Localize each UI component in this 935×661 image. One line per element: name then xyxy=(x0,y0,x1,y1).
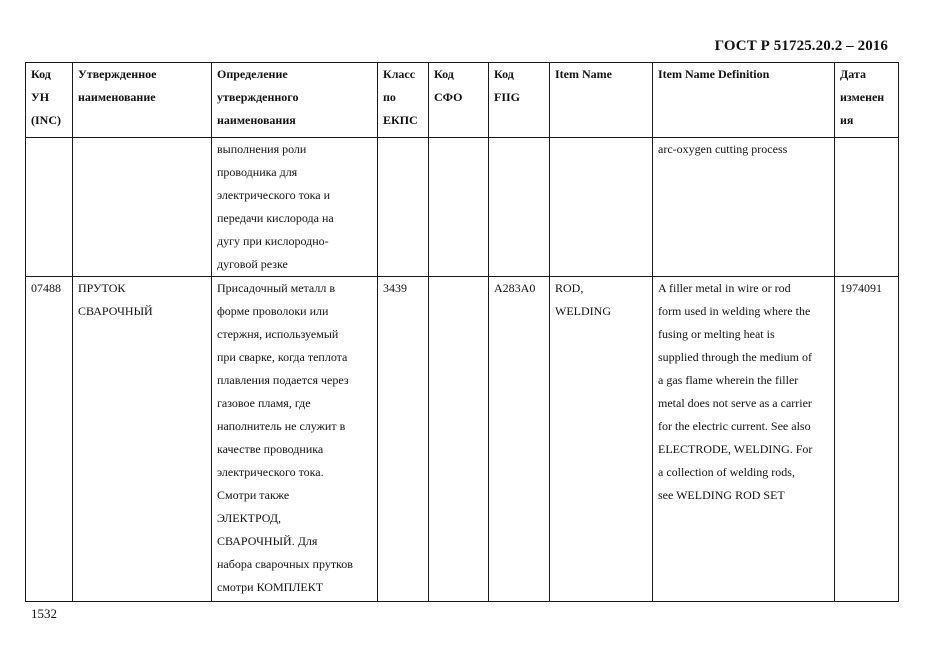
table-row xyxy=(26,138,899,277)
table-row xyxy=(26,277,899,602)
page-number: 1532 xyxy=(31,606,57,621)
cell-sfo-code xyxy=(429,277,489,602)
cell-ekps-class xyxy=(378,138,429,277)
table-header-row xyxy=(26,63,899,138)
cell-item-name: ROD, WELDING xyxy=(550,277,653,602)
standard-designation: ГОСТ Р 51725.20.2 – 2016 xyxy=(714,38,888,54)
col-header-item-name-definition: Item Name Definition xyxy=(653,63,835,138)
col-header-change-date: Дата изменен ия xyxy=(835,63,899,138)
col-header-item-name: Item Name xyxy=(550,63,653,138)
cell-approved-name xyxy=(73,138,212,277)
catalog-table xyxy=(25,62,899,602)
cell-item-name-definition: A filler metal in wire or rod form used in welding where the fusing or melting heat is supplied through the medium of a gas flame wherein the filler metal does not serve as a carrier for the electric current. See also ELECTRODE, WELDING. For a collection of welding rods, see WELDING ROD SET xyxy=(653,277,835,602)
cell-change-date xyxy=(835,138,899,277)
cell-sfo-code xyxy=(429,138,489,277)
col-header-approved-name: Утвержденное наименование xyxy=(73,63,212,138)
cell-fiig-code: A283A0 xyxy=(489,277,550,602)
col-header-ekps-class: Класс по ЕКПС xyxy=(378,63,429,138)
cell-ekps-class: 3439 xyxy=(378,277,429,602)
cell-definition: выполнения роли проводника для электрического тока и передачи кислорода на дугу при кислородно- дуговой резке xyxy=(212,138,378,277)
cell-approved-name: ПРУТОК СВАРОЧНЫЙ xyxy=(73,277,212,602)
col-header-definition: Определение утвержденного наименования xyxy=(212,63,378,138)
cell-definition: Присадочный металл в форме проволоки или стержня, используемый при сварке, когда теплота плавления подается через газовое пламя, где наполнитель не служит в качестве проводника электрического тока. Смотри также ЭЛЕКТРОД, СВАРОЧНЫЙ. Для набора сварочных прутков смотри КОМПЛЕКТ xyxy=(212,277,378,602)
cell-inc xyxy=(26,138,73,277)
cell-item-name xyxy=(550,138,653,277)
cell-change-date: 1974091 xyxy=(835,277,899,602)
cell-inc: 07488 xyxy=(26,277,73,602)
col-header-inc: Код УН (INC) xyxy=(26,63,73,138)
cell-item-name-definition: arc-oxygen cutting process xyxy=(653,138,835,277)
col-header-sfo-code: Код СФО xyxy=(429,63,489,138)
cell-fiig-code xyxy=(489,138,550,277)
col-header-fiig-code: Код FIIG xyxy=(489,63,550,138)
